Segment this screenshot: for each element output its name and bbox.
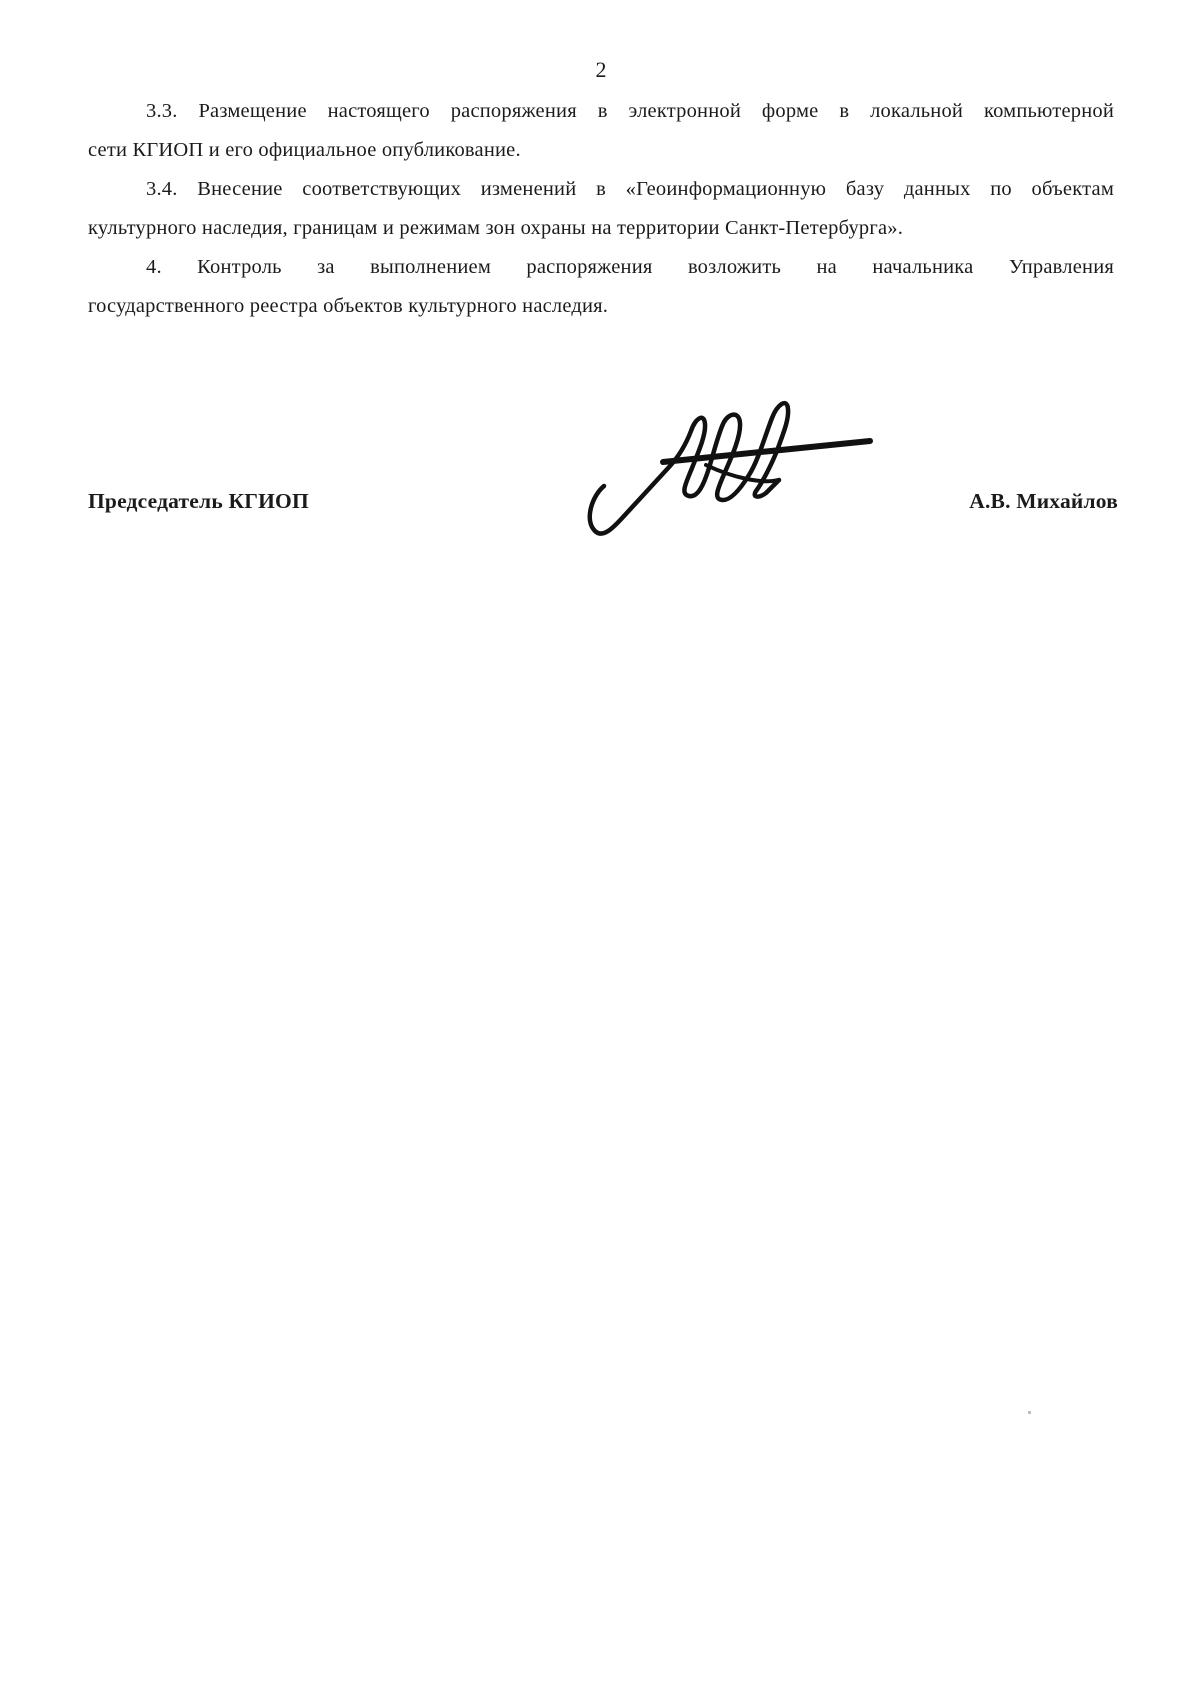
document-body	[88, 92, 1114, 326]
signature-row	[88, 486, 1118, 516]
page-number: 2	[595, 57, 607, 82]
paragraph-4-line-1: 4. Контроль за выполнением распоряжения возложить на начальника Управления	[146, 256, 1114, 278]
signer-title: Председатель КГИОП	[88, 489, 309, 513]
handwritten-signature-icon	[558, 366, 880, 550]
paragraph-3-3-line-1: 3.3. Размещение настоящего распоряжения в электронной форме в локальной компьютерной	[146, 100, 1114, 122]
scan-artifact-speck	[1028, 1411, 1031, 1414]
signer-name: А.В. Михайлов	[969, 489, 1118, 513]
paragraph-4-line-2: государственного реестра объектов культурного наследия.	[88, 295, 609, 317]
paragraph-3-3-line-2: сети КГИОП и его официальное опубликование.	[88, 139, 521, 161]
paragraph-3-4-line-1: 3.4. Внесение соответствующих изменений в «Геоинформационную базу данных по объектам	[146, 178, 1114, 200]
paragraph-3-4-line-2: культурного наследия, границам и режимам зон охраны на территории Санкт-Петербурга».	[88, 217, 904, 239]
